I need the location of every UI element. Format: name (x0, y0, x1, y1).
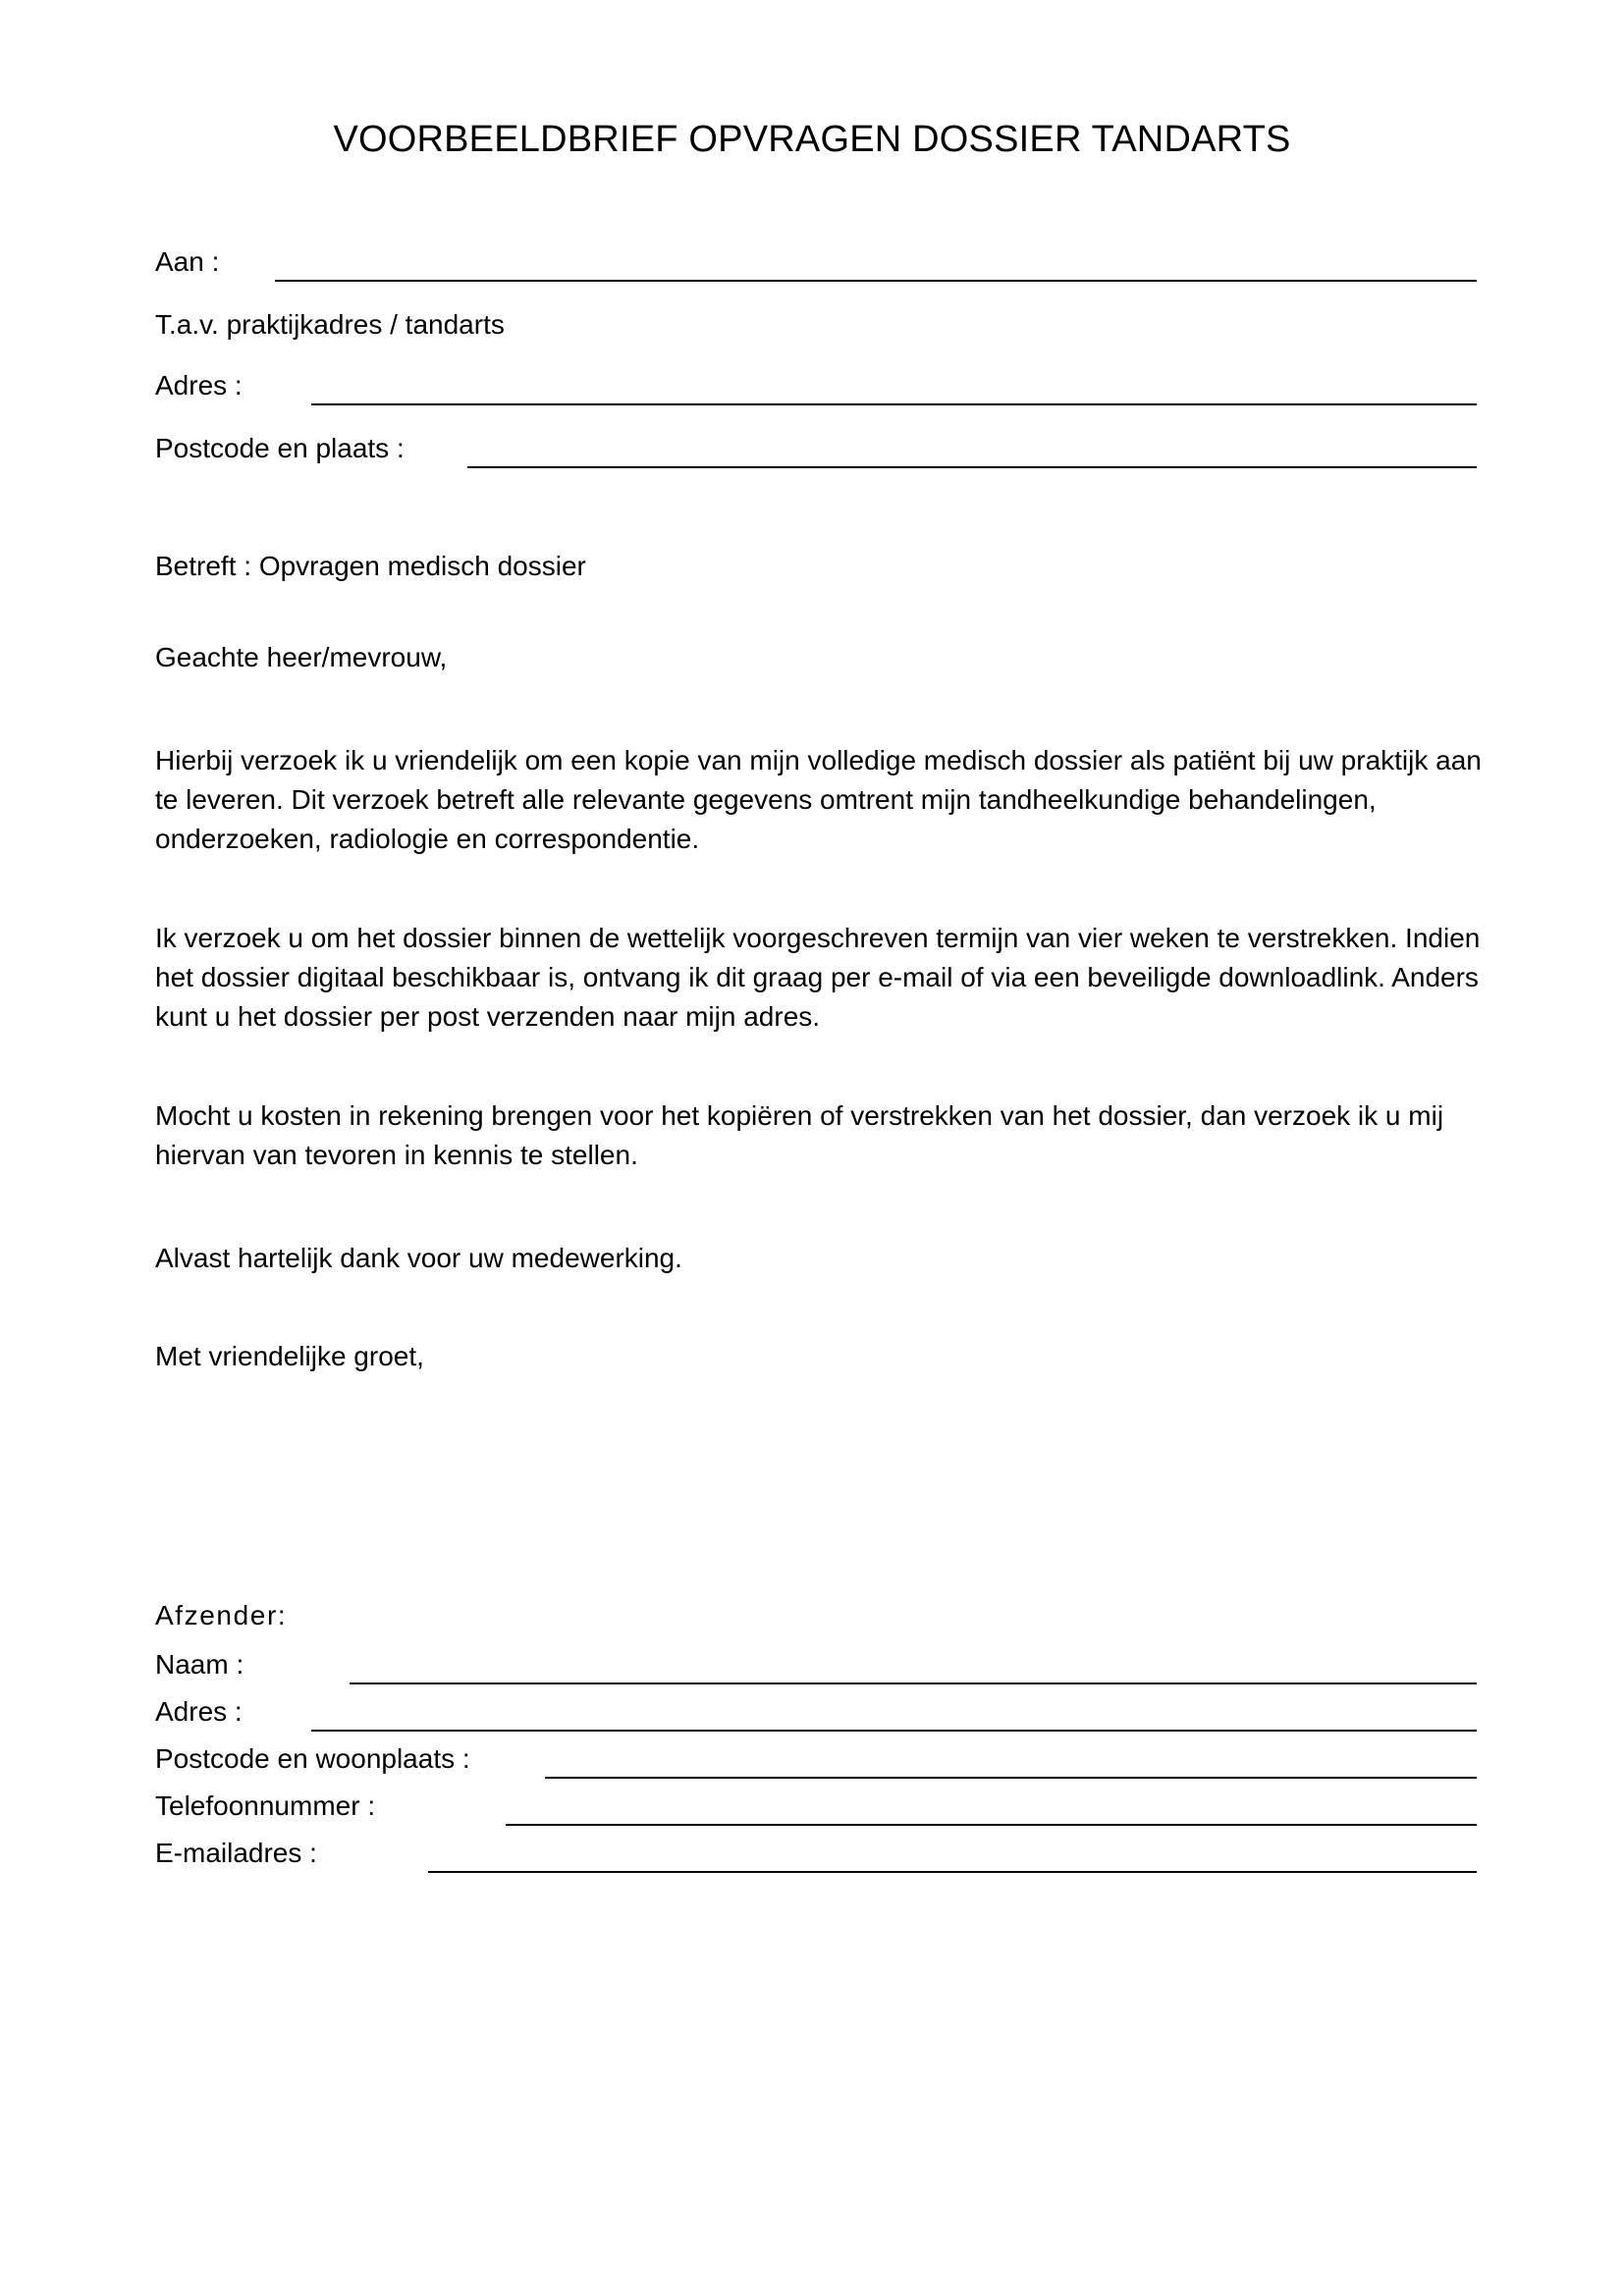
sender-naam-label: Naam : (155, 1649, 244, 1680)
sender-postcode-label: Postcode en woonplaats : (155, 1743, 470, 1774)
adres-input-line[interactable] (311, 403, 1477, 405)
sender-heading: Afzender: (155, 1600, 288, 1630)
recipient-adres-field (155, 366, 1477, 405)
sender-naam-input-line[interactable] (350, 1682, 1477, 1684)
sender-email-field (155, 1834, 1477, 1873)
sender-naam-field (155, 1645, 1477, 1684)
sender-adres-field (155, 1692, 1477, 1732)
salutation: Geachte heer/mevrouw, (155, 642, 448, 672)
sender-adres-label: Adres : (155, 1696, 243, 1727)
postcode-input-line[interactable] (467, 466, 1477, 468)
postcode-label: Postcode en plaats : (155, 433, 405, 463)
tav-line: T.a.v. praktijkadres / tandarts (155, 309, 505, 340)
sender-telefoon-field (155, 1787, 1477, 1826)
adres-label: Adres : (155, 370, 243, 400)
body-paragraph-3: Mocht u kosten in rekening brengen voor het kopiëren of verstrekken van het dossier, dan verzoek ik u mij hiervan van tevoren in kennis te stellen. (155, 1100, 1444, 1170)
aan-label: Aan : (155, 246, 220, 277)
sender-email-label: E-mailadres : (155, 1838, 317, 1868)
sender-telefoon-label: Telefoonnummer : (155, 1790, 376, 1821)
sender-adres-input-line[interactable] (311, 1730, 1477, 1732)
recipient-aan-field (155, 242, 1477, 282)
thanks-line: Alvast hartelijk dank voor uw medewerking. (155, 1243, 682, 1273)
recipient-postcode-field (155, 429, 1477, 468)
sender-postcode-field (155, 1739, 1477, 1779)
sender-email-input-line[interactable] (428, 1871, 1477, 1873)
document-title: VOORBEELDBRIEF OPVRAGEN DOSSIER TANDARTS (333, 119, 1291, 160)
sender-telefoon-input-line[interactable] (506, 1824, 1477, 1826)
subject-line: Betreft : Opvragen medisch dossier (155, 551, 586, 581)
sender-postcode-input-line[interactable] (545, 1777, 1477, 1779)
body-paragraph-1: Hierbij verzoek ik u vriendelijk om een kopie van mijn volledige medisch dossier als patiënt bij uw praktijk aan te leveren. Dit verzoek betreft alle relevante gegevens omtrent mijn tandheelkundige behandelingen, onderzoeken, radiologie en correspondentie. (155, 745, 1482, 854)
body-paragraph-2: Ik verzoek u om het dossier binnen de wettelijk voorgeschreven termijn van vier weken te verstrekken. Indien het dossier digitaal beschikbaar is, ontvang ik dit graag per e-mail of via een beveiligde downloadlink. Anders kunt u het dossier per post verzenden naar mijn adres. (155, 923, 1481, 1032)
closing-line: Met vriendelijke groet, (155, 1341, 424, 1371)
aan-input-line[interactable] (275, 280, 1477, 282)
